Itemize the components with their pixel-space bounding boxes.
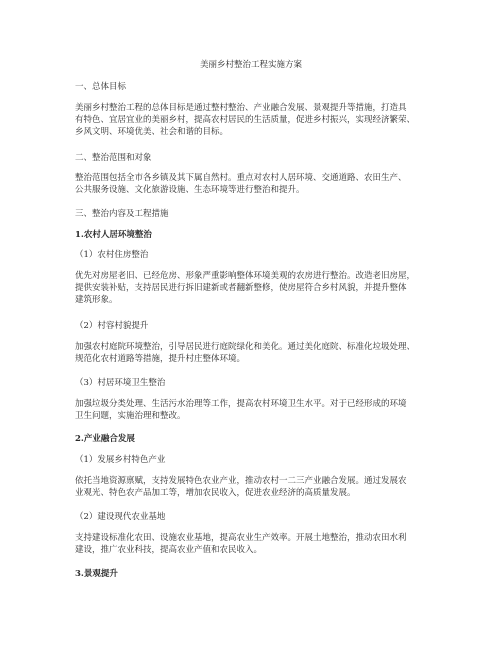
paragraph-line: 整治范围包括全市各乡镇及其下属自然村。重点对农村人居环境、交通道路、农田生产、 xyxy=(75,173,407,183)
paragraph-line: 有特色、宜居宜业的美丽乡村，提高农村居民的生活质量，促进乡村振兴，实现经济繁荣、 xyxy=(75,115,416,125)
section-paragraph-scope xyxy=(75,172,435,196)
item-heading-village-appearance: （2）村容村貌提升 xyxy=(75,321,149,331)
section-heading-scope: 二、整治范围和对象 xyxy=(75,153,152,163)
item-heading-modern-agriculture: （2）建设现代农业基地 xyxy=(75,512,166,522)
paragraph-line: 支持建设标准化农田、设施农业基地，提高农业生产效率。开展土地整治，推动农田水利 xyxy=(75,533,407,543)
subheading-industry-integration: 2.产业融合发展 xyxy=(75,434,135,444)
paragraph-line: 优先对房屋老旧、已经危房、形象严重影响整体环境美观的农房进行整治。改造老旧房屋， xyxy=(75,271,416,281)
paragraph-line: 乡风文明、环境优美、社会和谐的目标。 xyxy=(75,127,229,137)
paragraph-line: 提供安装补贴，支持居民进行拆旧建新或者翻新整修，使房屋符合乡村风貌，并提升整体 xyxy=(75,283,407,293)
paragraph-line: 卫生问题，实施治理和整改。 xyxy=(75,411,186,421)
subheading-rural-living-environment: 1.农村人居环境整治 xyxy=(75,230,152,240)
paragraph-line: 规范化农村道路等措施，提升村庄整体环境。 xyxy=(75,354,246,364)
paragraph-line: 公共服务设施、文化旅游设施、生态环境等进行整治和提升。 xyxy=(75,185,305,195)
subheading-landscape-improvement: 3.景观提升 xyxy=(75,569,118,579)
item-paragraph-village-appearance xyxy=(75,341,435,365)
paragraph-line: 建筑形象。 xyxy=(75,295,118,305)
item-paragraph-specialty-industry xyxy=(75,475,435,499)
paragraph-line: 业观光、特色农产品加工等，增加农民收入，促进农业经济的高质量发展。 xyxy=(75,488,356,498)
document-title: 美丽乡村整治工程实施方案 xyxy=(199,60,302,70)
paragraph-line: 美丽乡村整治工程的总体目标是通过整村整治、产业融合发展、景观提升等措施，打造具 xyxy=(75,103,407,113)
paragraph-line: 加强农村庭院环境整治，引导居民进行庭院绿化和美化。通过美化庭院、标准化垃圾处理、 xyxy=(75,342,416,352)
item-paragraph-modern-agriculture xyxy=(75,532,435,556)
section-heading-content-measures: 三、整治内容及工程措施 xyxy=(75,209,169,219)
section-paragraph-overall-goal xyxy=(75,102,435,138)
item-heading-sanitation: （3）村居环境卫生整治 xyxy=(75,378,166,388)
paragraph-line: 依托当地资源禀赋，支持发展特色农业产业，推动农村一二三产业融合发展。通过发展农 xyxy=(75,476,407,486)
item-heading-specialty-industry: （1）发展乡村特色产业 xyxy=(75,455,166,465)
paragraph-line: 建设，推广农业科技，提高农业产值和农民收入。 xyxy=(75,545,263,555)
item-heading-housing: （1）农村住房整治 xyxy=(75,250,149,260)
section-heading-overall-goal: 一、总体目标 xyxy=(75,82,127,92)
item-paragraph-sanitation xyxy=(75,398,435,422)
paragraph-line: 加强垃圾分类处理、生活污水治理等工作，提高农村环境卫生水平。对于已经形成的环境 xyxy=(75,399,407,409)
item-paragraph-housing xyxy=(75,270,435,306)
